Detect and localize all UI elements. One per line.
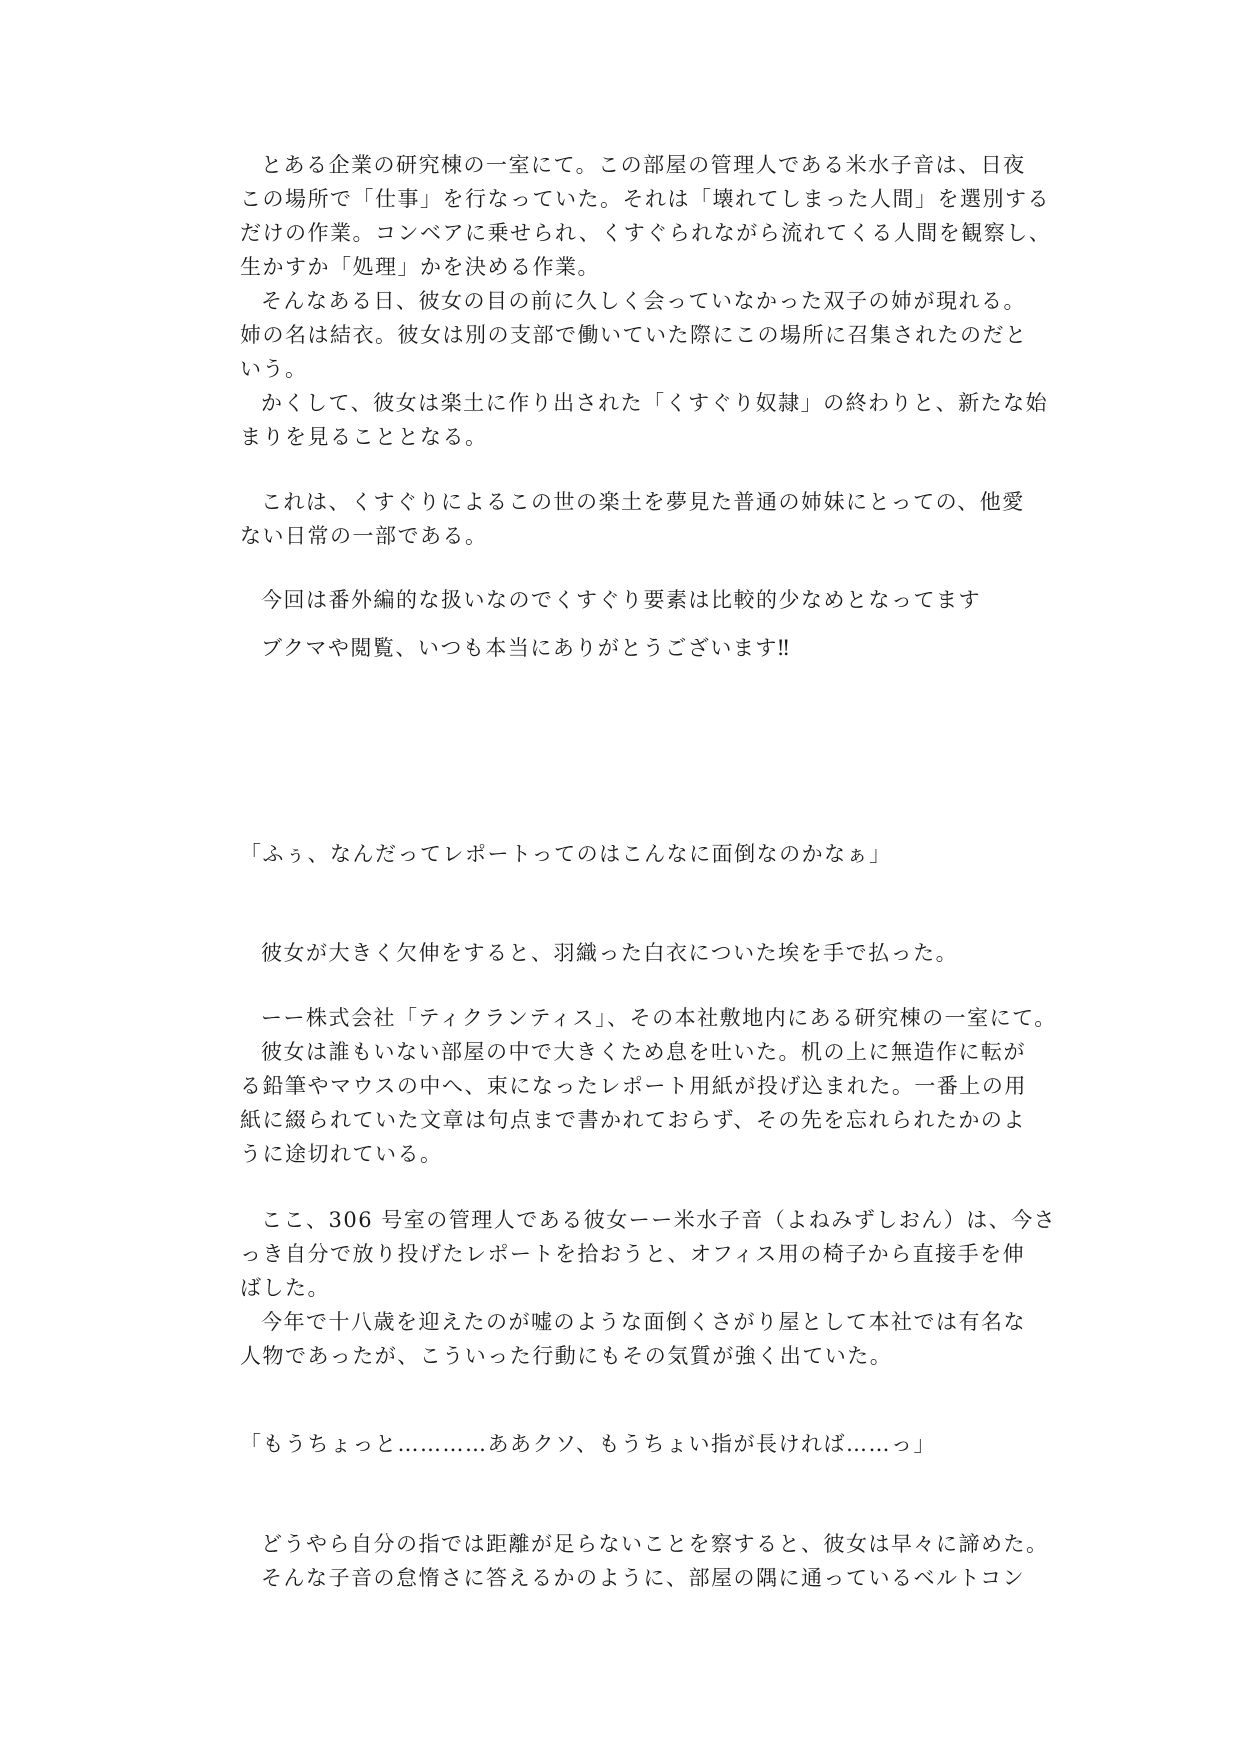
text-line: だけの作業。コンベアに乗せられ、くすぐられながら流れてくる人間を観察し、 — [240, 221, 1052, 245]
text-line: っき自分で放り投げたレポートを拾おうと、オフィス用の椅子から直接手を伸 — [240, 1242, 1026, 1266]
text-line: ーー株式会社「ティクランティス」、その本社敷地内にある研究棟の一室にて。 — [261, 1006, 1057, 1030]
text-line: 今回は番外編的な扱いなのでくすぐり要素は比較的少なめとなってます — [261, 588, 981, 612]
text-line: ない日常の一部である。 — [240, 524, 488, 548]
text-line: そんなある日、彼女の目の前に久しく会っていなかった双子の姉が現れる。 — [261, 289, 1026, 313]
text-line: 紙に綴られていた文章は句点まで書かれておらず、その先を忘れられたかのよ — [240, 1108, 1026, 1132]
text-line: ブクマや閲覧、いつも本当にありがとうございます‼ — [261, 636, 791, 660]
text-line: 姉の名は結衣。彼女は別の支部で働いていた際にこの場所に召集されたのだと — [240, 323, 1028, 347]
dialogue-line: 「もうちょっと…………ああクソ、もうちょい指が長ければ……っ」 — [240, 1432, 937, 1456]
text-line: そんな子音の怠惰さに答えるかのように、部屋の隅に通っているベルトコン — [261, 1566, 1026, 1590]
text-line: いう。 — [240, 357, 308, 381]
text-line: この場所で「仕事」を行なっていた。それは「壊れてしまった人間」を選別する — [240, 187, 1050, 211]
text-line: る鉛筆やマウスの中へ、束になったレポート用紙が投げ込まれた。一番上の用 — [240, 1074, 1027, 1098]
text-line: ばした。 — [240, 1276, 330, 1300]
text-line: 彼女が大きく欠伸をすると、羽織った白衣についた埃を手で払った。 — [261, 941, 959, 965]
text-line: どうやら自分の指では距離が足らないことを察すると、彼女は早々に諦めた。 — [261, 1532, 1049, 1556]
dialogue-line: 「ふぅ、なんだってレポートってのはこんなに面倒なのかなぁ」 — [240, 842, 892, 866]
text-line: ここ、306 号室の管理人である彼女ーー米水子音（よねみずしおん）は、今さ — [261, 1208, 1057, 1232]
text-line: 今年で十八歳を迎えたのが嘘のような面倒くさがり屋として本社では有名な — [261, 1310, 1026, 1334]
text-line: かくして、彼女は楽土に作り出された「くすぐり奴隷」の終わりと、新たな始 — [261, 391, 1049, 415]
text-line: まりを見ることとなる。 — [240, 425, 488, 449]
text-line: 彼女は誰もいない部屋の中で大きくため息を吐いた。机の上に無造作に転が — [261, 1040, 1026, 1064]
text-line: 生かすか「処理」かを決める作業。 — [240, 255, 600, 279]
text-line: うに途切れている。 — [240, 1142, 443, 1166]
text-line: とある企業の研究棟の一室にて。この部屋の管理人である米水子音は、日夜 — [261, 153, 1026, 177]
text-line: 人物であったが、こういった行動にもその気質が強く出ていた。 — [240, 1344, 893, 1368]
text-line: これは、くすぐりによるこの世の楽土を夢見た普通の姉妹にとっての、他愛 — [261, 490, 1025, 514]
